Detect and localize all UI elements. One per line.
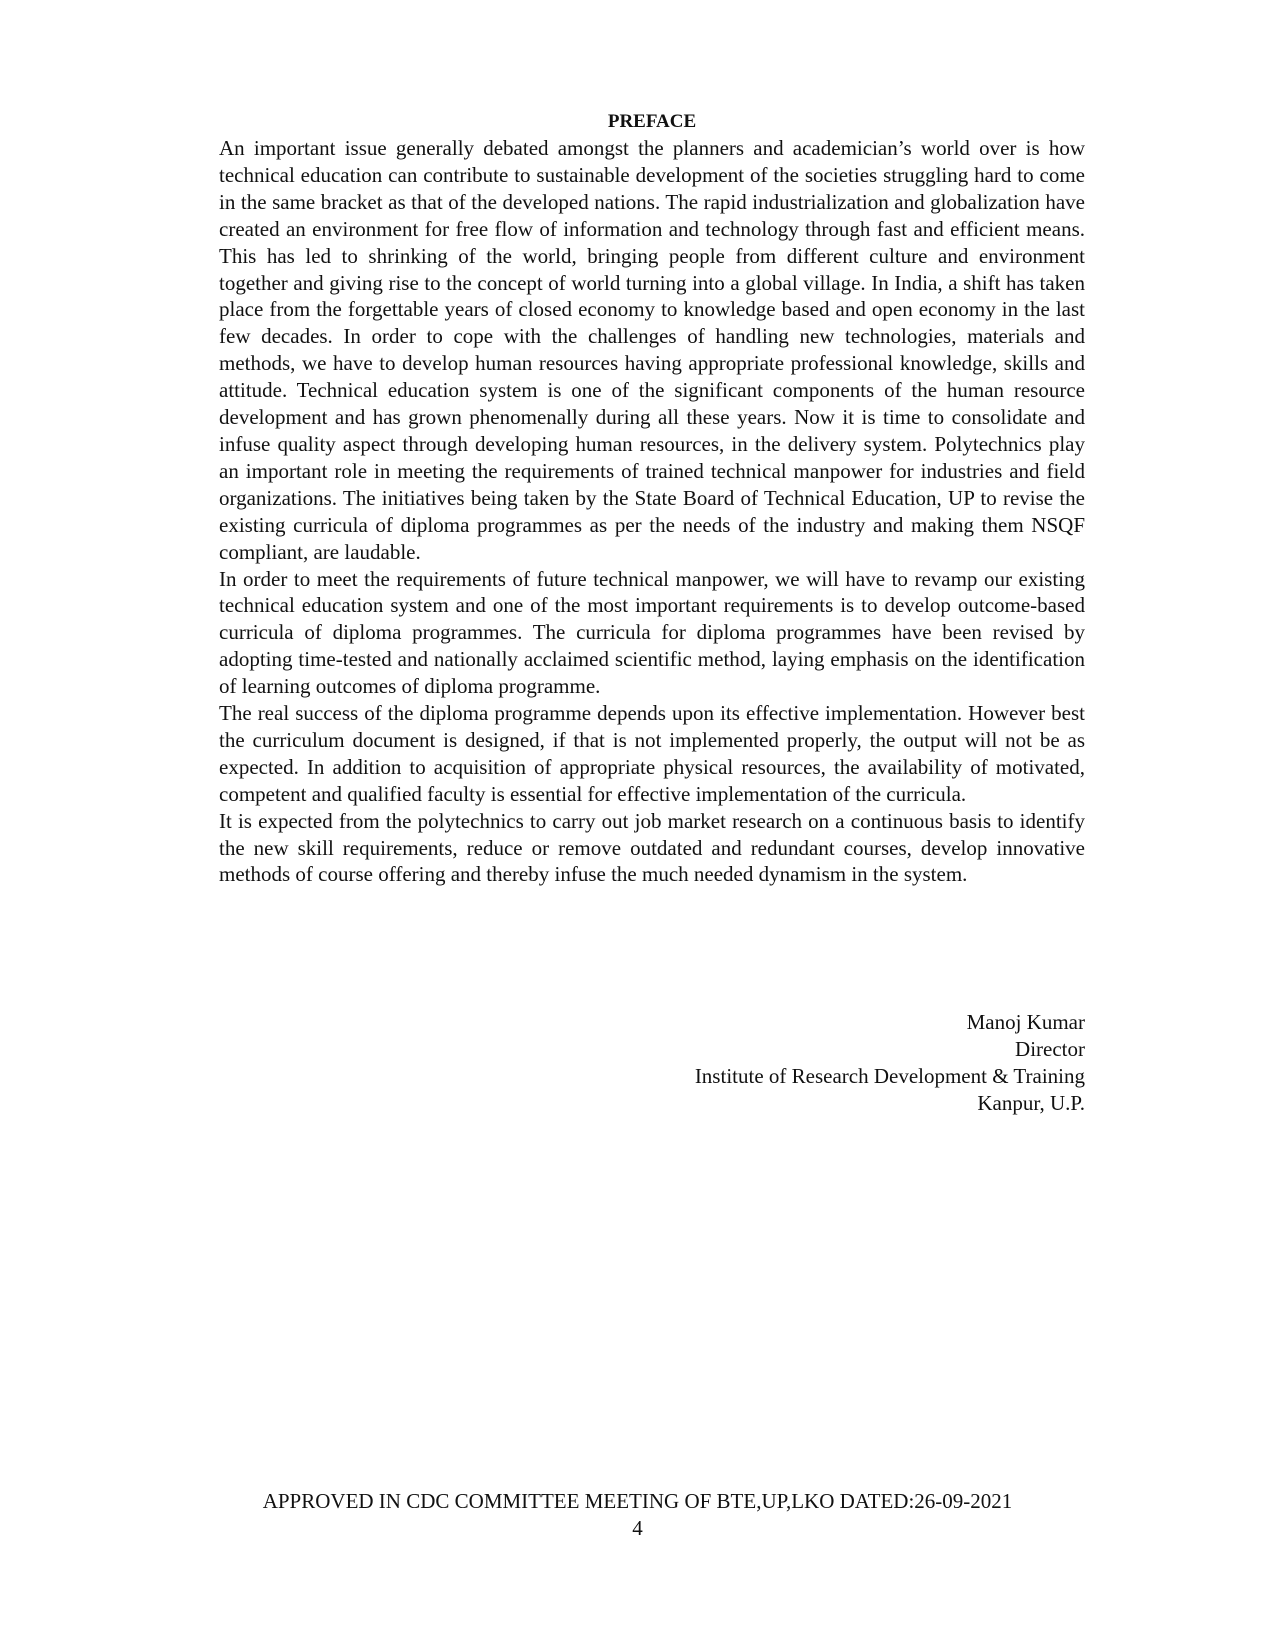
signatory-location: Kanpur, U.P. bbox=[977, 1090, 1085, 1115]
page-number: 4 bbox=[632, 1516, 643, 1540]
approval-line: APPROVED IN CDC COMMITTEE MEETING OF BTE,UP,LKO DATED:26-09-2021 bbox=[262, 1489, 1013, 1513]
paragraph-4: It is expected from the polytechnics to carry out job market research on a continuous basis to identify the new skill requirements, reduce or remove outdated and redundant courses, develop innovative methods of course offering and thereby infuse the much needed dynamism in the system. bbox=[219, 808, 1085, 887]
paragraph-2: In order to meet the requirements of future technical manpower, we will have to revamp our existing technical education system and one of the most important requirements is to develop outcome-based curricula of diploma programmes. The curricula for diploma programmes have been revised by adopting time-tested and nationally acclaimed scientific method, laying emphasis on the identification of learning outcomes of diploma programme. bbox=[219, 566, 1085, 699]
preface-body bbox=[219, 108, 1085, 888]
signatory-name: Manoj Kumar bbox=[966, 1010, 1085, 1034]
signature-block bbox=[695, 1009, 1085, 1117]
page-footer bbox=[0, 1488, 1275, 1542]
paragraph-1: An important issue generally debated amongst the planners and academician’s world over is how technical education can contribute to sustainable development of the societies struggling hard to come in the same bracket as that of the developed nations. The rapid industrialization and globalization have created an environment for free flow of information and technology through fast and efficient means. This has led to shrinking of the world, bringing people from different culture and environment together and giving rise to the concept of world turning into a global village. In India, a shift has taken place from the forgettable years of closed economy to knowledge based and open economy in the last few decades. In order to cope with the challenges of handling new technologies, materials and methods, we have to develop human resources having appropriate professional knowledge, skills and attitude. Technical education system is one of the significant components of the human resource development and has grown phenomenally during all these years. Now it is time to consolidate and infuse quality aspect through developing human resources, in the delivery system. Polytechnics play an important role in meeting the requirements of trained technical manpower for industries and field organizations. The initiatives being taken by the State Board of Technical Education, UP to revise the existing curricula of diploma programmes as per the needs of the industry and making them NSQF compliant, are laudable. bbox=[219, 136, 1085, 564]
page-title: PREFACE bbox=[607, 111, 697, 132]
signatory-institute: Institute of Research Development & Training bbox=[694, 1063, 1085, 1088]
paragraph-3: The real success of the diploma programme depends upon its effective implementation. However best the curriculum document is designed, if that is not implemented properly, the output will not be as expected. In addition to acquisition of appropriate physical resources, the availability of motivated, competent and qualified faculty is essential for effective implementation of the curricula. bbox=[219, 701, 1085, 806]
signatory-designation: Director bbox=[1015, 1036, 1085, 1061]
